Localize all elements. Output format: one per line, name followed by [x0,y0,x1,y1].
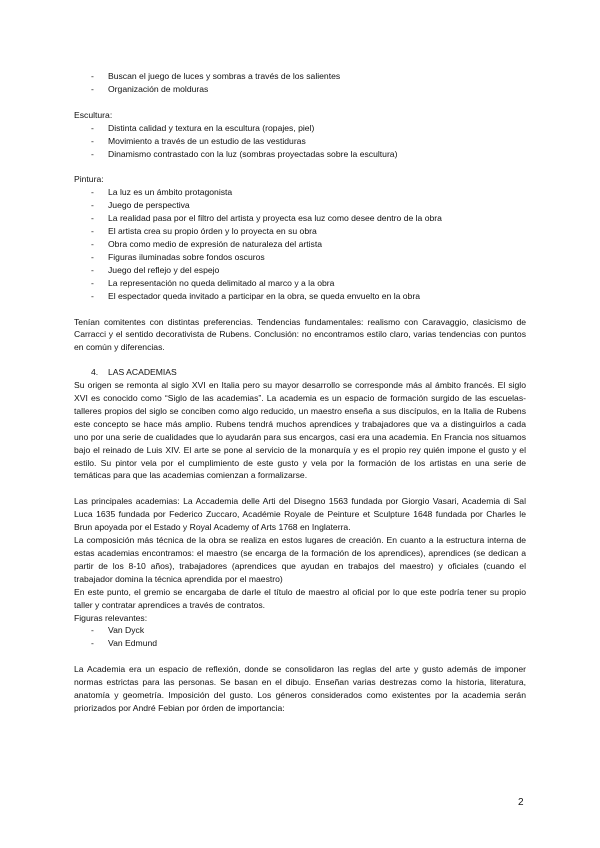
list-item: - La realidad pasa por el filtro del artista y proyecta esa luz como desee dentro de la obra [74,212,526,225]
list-item: - Obra como medio de expresión de naturaleza del artista [74,238,526,251]
escultura-heading: Escultura: [74,109,113,120]
paragraph: En este punto, el gremio se encargaba de darle el título de maestro al oficial por lo que este podría tener su propio taller y contratar aprendices a través de contratos. [74,586,526,610]
page-number: 2 [518,797,524,808]
list-item: - El espectador queda invitado a participar en la obra, se queda envuelto en la obra [74,290,526,303]
section-heading [74,366,526,379]
paragraph: Su origen se remonta al siglo XVI en Italia pero su mayor desarrollo se corresponde más al ámbito francés. El siglo XVI es conocido como “Siglo de las academias”. La academia es un espacio de formación surgido de las escuelas- talleres propios del siglo se conciben como algo reducido, un maestro enseña a sus discípulos, en la Italia de Rubens este concepto se hace más amplio. Rubens tendrá muchos aprendices y trabajadores que va a distinguirlos a cada uno por una serie de cualidades que lo ayudarán para sus encargos, casi era una academia. En Francia nos situamos bajo el reinado de Luis XIV. El arte se pone al servicio de la monarquía y es el propio rey quién impone el gusto y el estilo. Su pintor vela por el cumplimiento de este gusto y vela por la formación de los artistas en una serie de temáticas para que las academias comienzan a formalizarse. [74,380,526,481]
intro-bullet-list [74,70,526,96]
list-item: - Distinta calidad y textura en la escultura (ropajes, piel) [74,122,526,135]
list-item: - Movimiento a través de un estudio de las vestiduras [74,135,526,148]
escultura-list [74,122,526,161]
list-item: - El artista crea su propio órden y lo proyecta en su obra [74,225,526,238]
pintura-heading: Pintura: [74,174,104,185]
figuras-heading: Figuras relevantes: [74,612,148,623]
list-item: - Juego del reflejo y del espejo [74,264,526,277]
section-title: LAS ACADEMIAS [108,367,177,378]
list-item: - Juego de perspectiva [74,199,526,212]
list-item: - La luz es un ámbito protagonista [74,186,526,199]
list-item: - Organización de molduras [74,83,526,96]
list-item: - Van Edmund [74,637,526,650]
pintura-list [74,186,526,302]
list-item: - Van Dyck [74,624,526,637]
paragraph: Tenían comitentes con distintas preferencias. Tendencias fundamentales: realismo con Caravaggio, clasicismo de Carracci y el sentido decorativista de Rubens. Conclusión: no encontramos estilo claro, varias tendencias con puntos en común y diferencias. [74,316,526,353]
paragraph: Las principales academias: La Accademia delle Arti del Disegno 1563 fundada por Giorgio Vasari, Academia di Sal Luca 1635 fundada por Federico Zuccaro, Académie Royale de Peinture et Sculpture 1648 fundada por Charles le Brun apoyada por el Estado y Royal Academy of Arts 1768 en Inglaterra. [74,496,526,533]
figuras-list [74,624,526,650]
section-number: 4. [91,367,99,378]
list-item: - Buscan el juego de luces y sombras a través de los salientes [74,70,526,83]
list-item: - Figuras iluminadas sobre fondos oscuros [74,251,526,264]
paragraph: La composición más técnica de la obra se realiza en estos lugares de creación. En cuanto a la estructura interna de estas academias encontramos: el maestro (se encarga de la formación de los aprendices), aprendices (se dedican a partir de los 8-10 años), trabajadores (aprendices que ayudan en trabajos del maestro) y oficiales (cuando el trabajador domina la técnica aprendida por el maestro) [74,535,526,584]
list-item: - Dinamismo contrastado con la luz (sombras proyectadas sobre la escultura) [74,148,526,161]
paragraph: La Academia era un espacio de reflexión, donde se consolidaron las reglas del arte y gusto además de imponer normas estrictas para las personas. Se basan en el dibujo. Enseñan varias destrezas como la historia, literatura, anatomía y geometría. Imposición del gusto. Los géneros considerados como existentes por la academia serán priorizados por André Febian por órden de importancia: [74,664,526,713]
list-item: - La representación no queda delimitado al marco y a la obra [74,277,526,290]
page-content [74,70,526,715]
